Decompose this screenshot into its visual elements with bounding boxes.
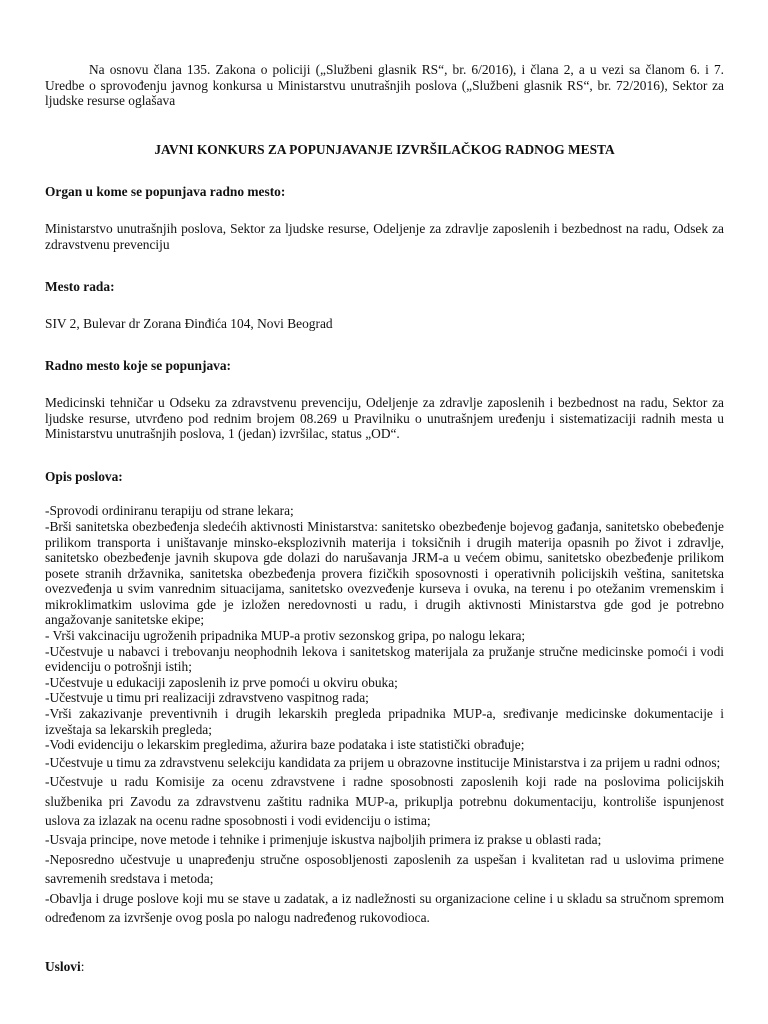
position-text: Medicinski tehničar u Odseku za zdravstvenu prevenciju, Odeljenje za zdravlje zaposlenih i bezbednost na radu, Sektor za ljudske resurse, utvrđeno pod rednim brojem 08.269 u Pravilniku o unutrašnjem uređenju i sistematizaciji radnih mesta u Ministarstvu unutrašnjih poslova, 1 (jedan) izvršilac, status „OD“. (45, 394, 724, 442)
duty-item: -Brši sanitetska obezbeđenja sledećih aktivnosti Ministarstva: sanitetsko obezbeđenje bojevog gađanja, sanitetsko obebeđenje prilikom transporta i uništavanje minsko-eksplozivnih materija i toksičnih i drugih materija opasnih po život i zdravlje, sanitetsko obezbeđenje javnih skupova gde dolazi do narušavanja JRM-a u većem obimu, sanitetsko obezbeđenje prilikom posete stranih državnika, sanitetska obezbeđenja provera fizičkih sposovnosti i operativnih policijskih veština, sanitetska ovezveđenja u svim vanrednim situacijama, sanitetsko ovezveđenje kurseva i ovuka, na terenu i po otežanim vremenskim i mikroklimatkim uslovima gde je izložen neredovnosti u radu, i drugih aktivnosti Ministarstva gde god je potrebno angažovanje sanitetske ekipe; (45, 518, 724, 628)
document-title: JAVNI KONKURS ZA POPUNJAVANJE IZVRŠILAČKOG RADNOG MESTA (154, 141, 615, 157)
duties-heading: Opis poslova: (45, 468, 123, 484)
conditions-colon: : (80, 959, 85, 975)
duty-item: -Neposredno učestvuje u unapređenju stručne osposobljenosti zaposlenih za uspešan i kvalitetan rad u uslovima primene savremenih sredstava i metoda; (45, 851, 724, 887)
conditions-heading (45, 959, 724, 975)
duty-item: -Vodi evidenciju o lekarskim pregledima, ažurira baze podataka i iste statistički obrađuje; (45, 737, 525, 753)
duty-item: -Učestvuje u timu za zdravstvenu selekciju kandidata za prijem u obrazovne institucije Ministarstva i za prijem u radni odnos; (45, 754, 721, 770)
duty-item: -Učestvuje u nabavci i trebovanju neophodnih lekova i sanitetskog materijala za pružanje stručne medicinske pomoći i vodi evidenciju o potrošnji istih; (45, 643, 724, 675)
location-text: SIV 2, Bulevar dr Zorana Đinđića 104, Novi Beograd (45, 315, 333, 331)
conditions-heading-text: Uslovi (45, 959, 81, 975)
duty-item: -Obavlja i druge poslove koji mu se stave u zadatak, a iz nadležnosti su organizacione celine i u skladu sa stručnom spremom određenom za izvršenje ovog posla po nalogu nadređenog rukovodioca. (45, 890, 724, 926)
organ-text: Ministarstvo unutrašnjih poslova, Sektor za ljudske resurse, Odeljenje za zdravlje zaposlenih i bezbednost na radu, Odsek za zdravstvenu prevenciju (45, 220, 724, 252)
duty-item: - Vrši vakcinaciju ugroženih pripadnika MUP-a protiv sezonskog gripa, po nalogu lekara; (45, 628, 526, 644)
duty-item: -Učestvuje u edukaciji zaposlenih iz prve pomoći u okviru obuka; (45, 674, 398, 690)
duties-list (45, 503, 724, 927)
duty-item: -Sprovodi ordiniranu terapiju od strane lekara; (45, 503, 294, 519)
duty-item: -Vrši zakazivanje preventivnih i drugih lekarskih pregleda pripadnika MUP-a, sređivanje medicinske dokumentacije i izveštaja sa lekarskih pregleda; (45, 706, 724, 737)
organ-heading: Organ u kome se popunjava radno mesto: (45, 184, 286, 200)
duty-item: -Usvaja principe, nove metode i tehnike i primenjuje iskustva najboljih primera iz prakse u oblasti rada; (45, 832, 602, 848)
intro-paragraph: Na osnovu člana 135. Zakona o policiji („Službeni glasnik RS“, br. 6/2016), i člana 2, a u vezi sa članom 6. i 7. Uredbe o sprovođenju javnog konkursa u Ministarstvu unutrašnjih poslova („Službeni glasnik RS“, br. 72/2016), Sektor za ljudske resurse oglašava (45, 62, 724, 109)
duty-item: -Učestvuje u timu pri realizaciji zdravstveno vaspitnog rada; (45, 690, 369, 706)
duty-item: -Učestvuje u radu Komisije za ocenu zdravstvene i radne sposobnosti zaposlenih koji rade na poslovima policijskih službenika pri Zavodu za zdravstvenu zaštitu radnika MUP-a, prikuplja potrebnu dokumentaciju, kontroliše ispunjenost uslova za izlazak na ocenu radne sposobnosti i vodi evidenciju o istima; (45, 774, 724, 829)
location-heading: Mesto rada: (45, 279, 115, 295)
position-heading: Radno mesto koje se popunjava: (45, 358, 231, 374)
